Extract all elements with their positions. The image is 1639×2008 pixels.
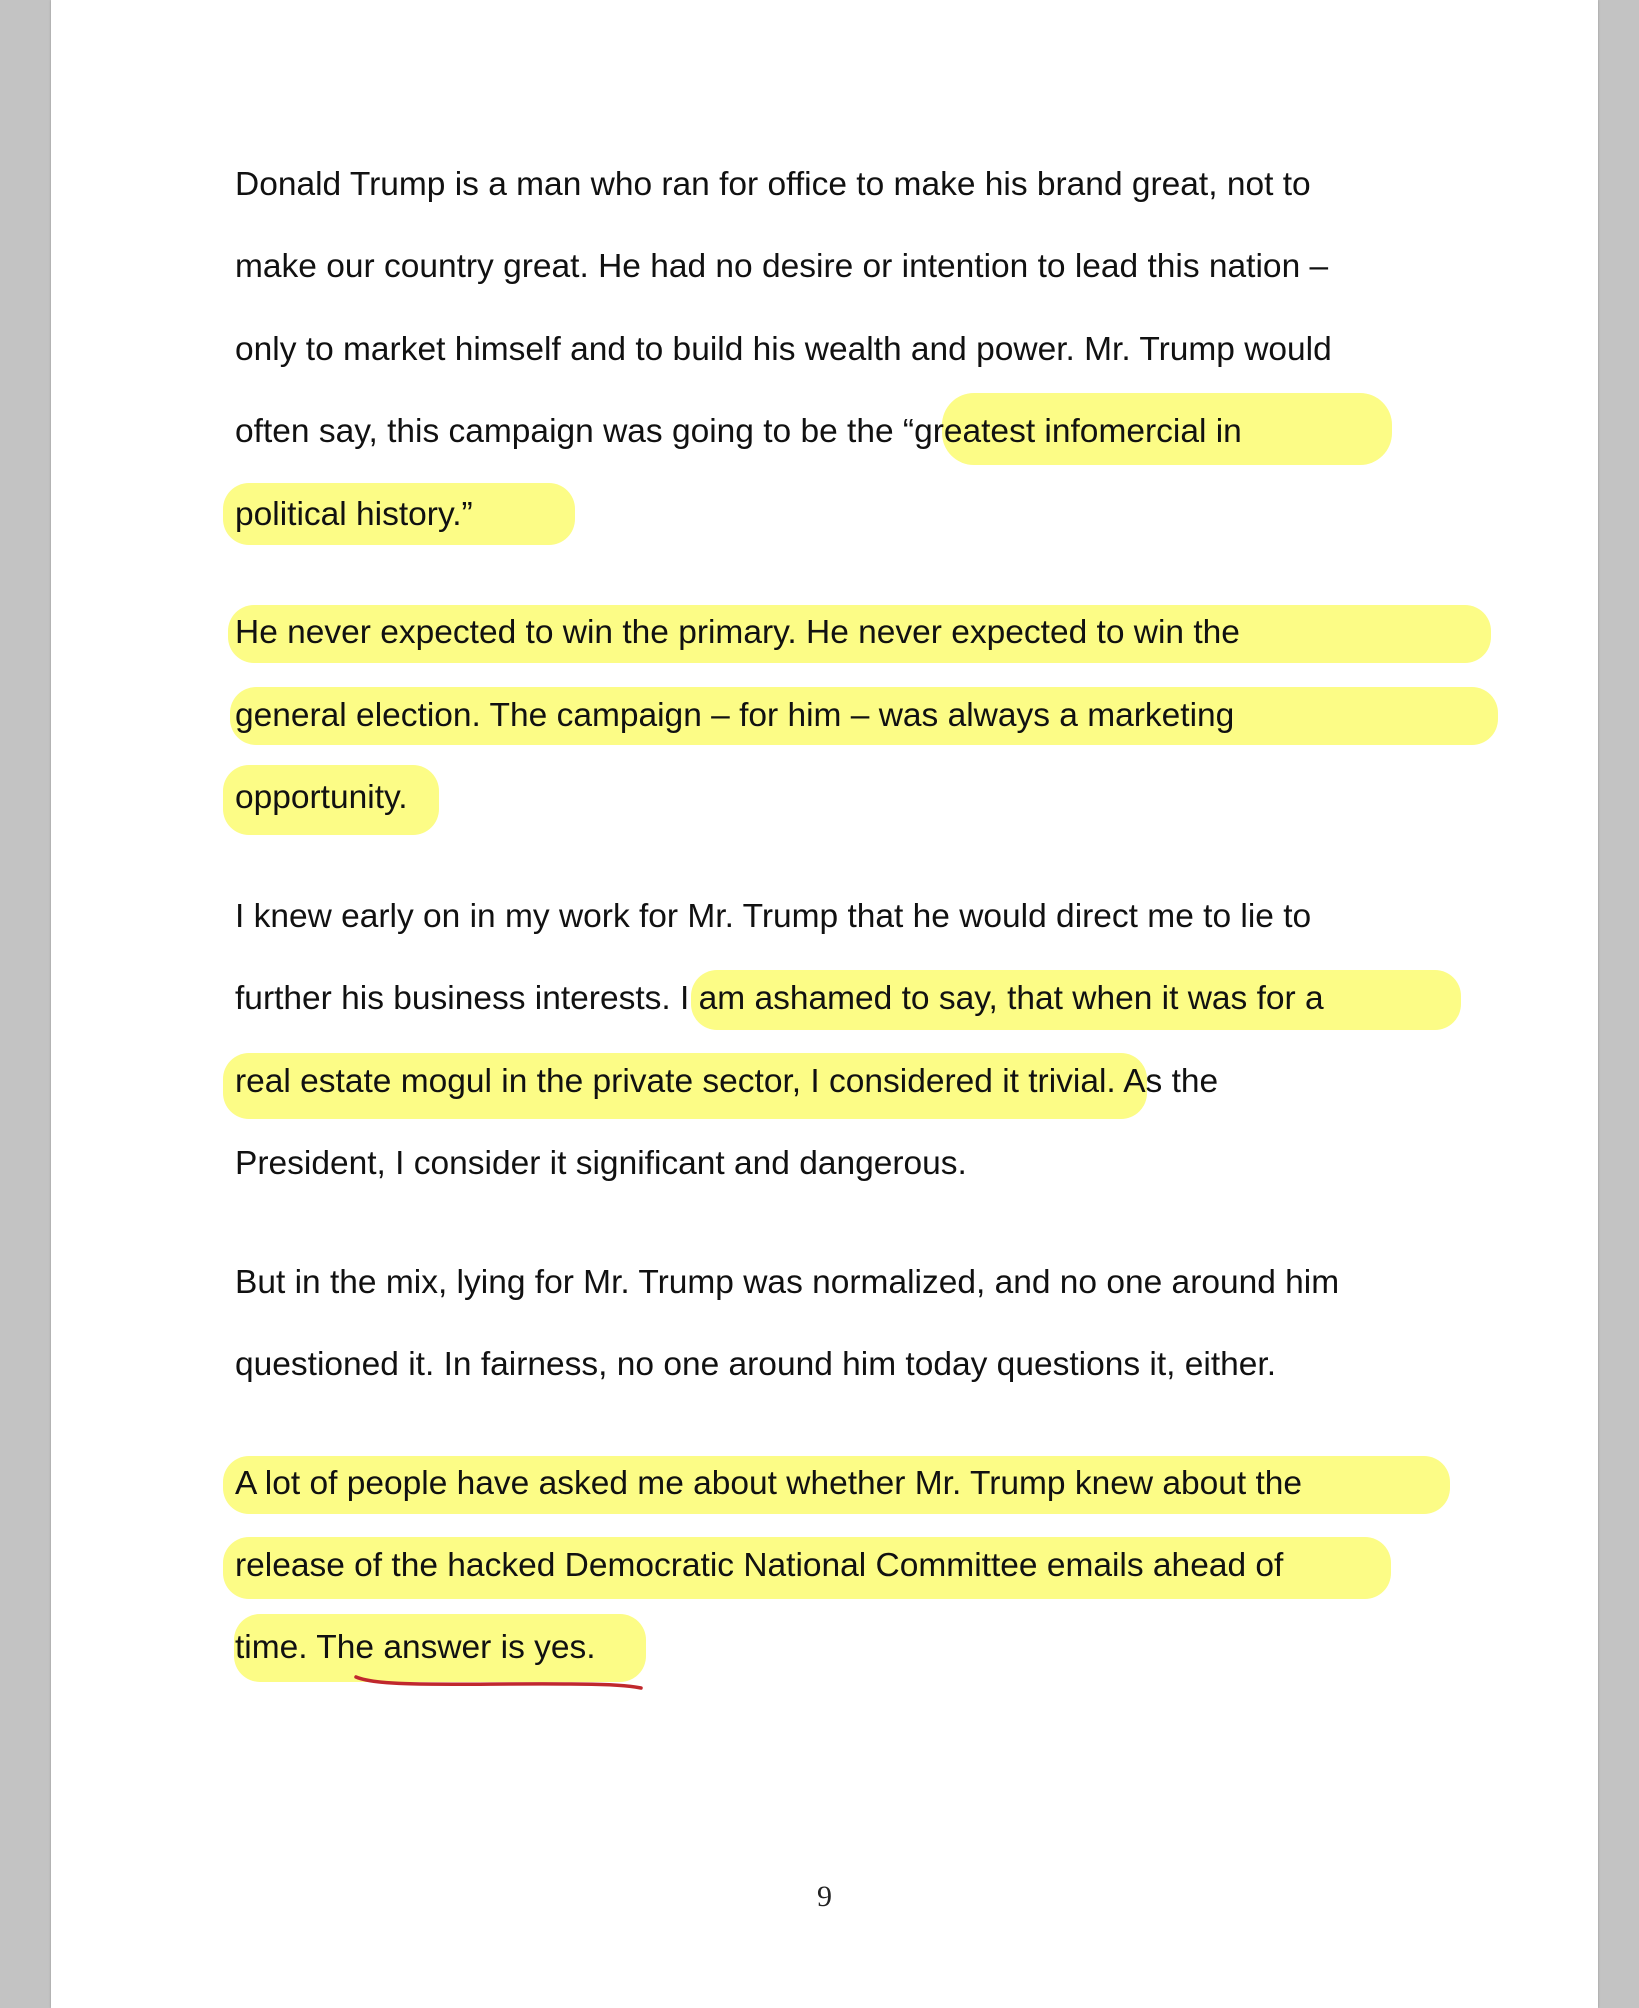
text-line: He never expected to win the primary. He never expected to win the (235, 614, 1240, 651)
text-line: But in the mix, lying for Mr. Trump was normalized, and no one around him (235, 1264, 1340, 1301)
text-line: only to market himself and to build his wealth and power. Mr. Trump would (235, 331, 1332, 368)
text-line: general election. The campaign – for him – was always a marketing (235, 697, 1235, 734)
text-line: Donald Trump is a man who ran for office to make his brand great, not to (235, 166, 1311, 203)
text-line: often say, this campaign was going to be the “greatest infomercial in (235, 413, 1242, 450)
ink-underline-layer (51, 0, 1598, 2008)
text-line: questioned it. In fairness, no one around him today questions it, either. (235, 1346, 1277, 1383)
text-line: I knew early on in my work for Mr. Trump that he would direct me to lie to (235, 898, 1312, 935)
text-line: political history.” (235, 496, 473, 533)
text-line: further his business interests. I am ashamed to say, that when it was for a (235, 980, 1324, 1017)
text-line: release of the hacked Democratic National Committee emails ahead of (235, 1547, 1284, 1584)
page-number: 9 (817, 1880, 832, 1913)
text-line: President, I consider it significant and dangerous. (235, 1145, 967, 1182)
text-line: real estate mogul in the private sector, I considered it trivial. As the (235, 1063, 1219, 1100)
text-line: time. The answer is yes. (235, 1629, 596, 1666)
text-line: make our country great. He had no desire or intention to lead this nation – (235, 248, 1329, 285)
red-ink-underline (356, 1677, 641, 1688)
text-line: opportunity. (235, 779, 408, 816)
text-line: A lot of people have asked me about whether Mr. Trump knew about the (235, 1465, 1303, 1502)
document-page (51, 0, 1598, 2008)
